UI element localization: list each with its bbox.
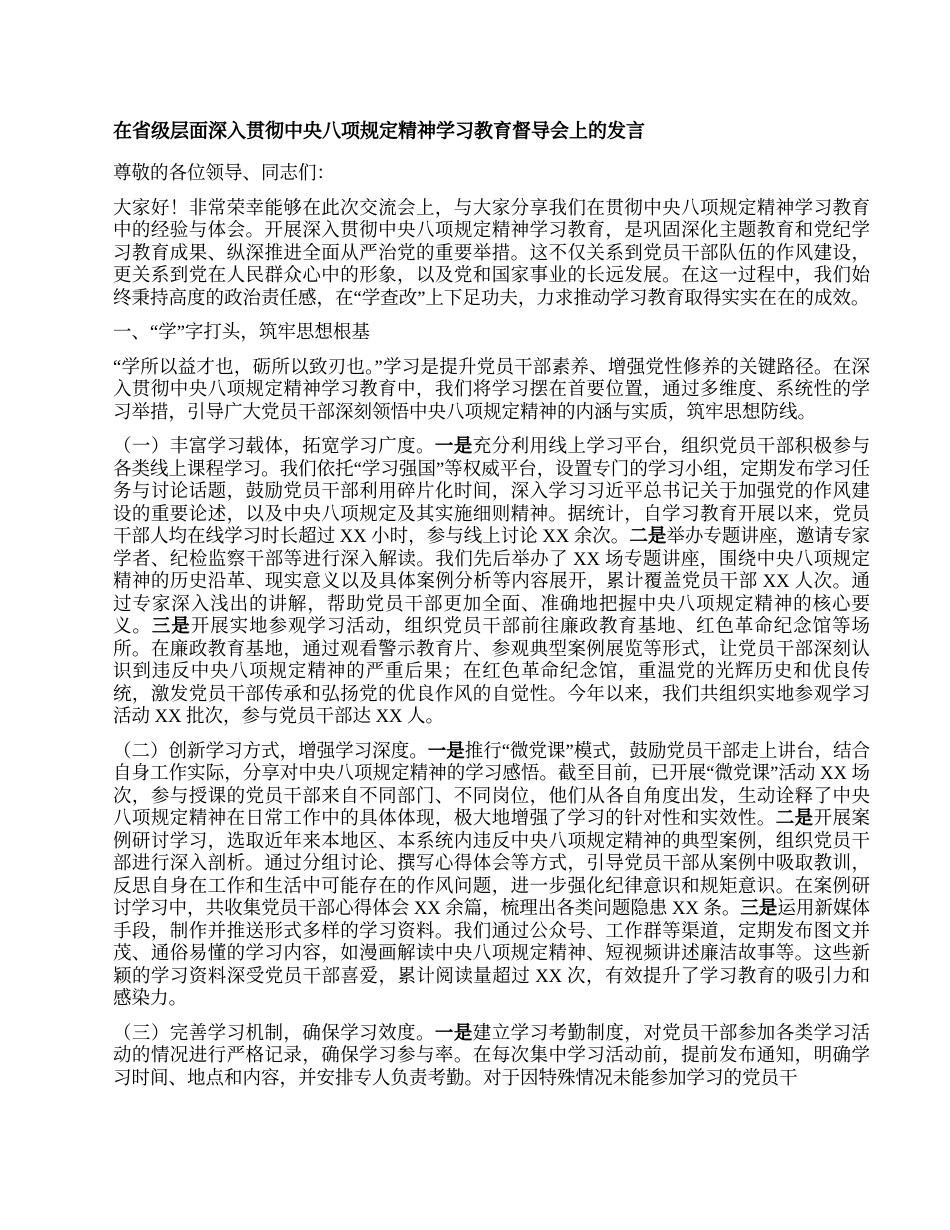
text-run: 大家好！非常荣幸能够在此次交流会上，与大家分享我们在贯彻中央八项规定精神学习教育中的经验与体会。开展深入贯彻中央八项规定精神学习教育，是巩固深化主题教育和党纪学习教育成果、纵深推进全面从严治党的重要举措。这不仅关系到党员干部队伍的作风建设，更关系到党在人民群众心中的形象，以及党和国家事业的长远发展。在这一过程中，我们始终秉持高度的政治责任感，在“学查改”上下足功夫，力求推动学习教育取得实实在在的成效。 [113,198,870,309]
document-body [113,163,870,1090]
text-run: 运用新媒体手段，制作并推送形式多样的学习资料。我们通过公众号、工作群等渠道，定期发布图文并茂、通俗易懂的学习内容，如漫画解读中央八项规定精神、短视频讲述廉洁故事等。这些新颖的学习资料深受党员干部喜爱，累计阅读量超过 XX 次，有效提升了学习教育的吸引力和感染力。 [113,899,870,1009]
text-run: 开展案例研讨学习，选取近年来本地区、本系统内违反中央八项规定精神的典型案例，组织党员干部进行深入剖析。通过分组讨论、撰写心得体会等方式，引导党员干部从案例中吸取教训，反思自身在工作和生活中可能存在的作风问题，进一步强化纪律意识和规矩意识。在案例研讨学习中，共收集党员干部心得体会 XX 余篇，梳理出各类问题隐患 XX 条。 [113,809,870,919]
text-run: （一）丰富学习载体，拓宽学习广度。 [113,437,435,457]
text-run: 建立学习考勤制度，对党员干部参加各类学习活动的情况进行严格记录，确保学习参与率。在每次集中学习活动前，提前发布通知，明确学习时间、地点和内容，并安排专人负责考勤。对于因特殊情况未能参加学习的党员干 [113,1023,870,1089]
text-run: 开展实地参观学习活动，组织党员干部前往廉政教育基地、红色革命纪念馆等场所。在廉政教育基地，通过观看警示教育片、参观典型案例展览等形式，让党员干部深刻认识到违反中央八项规定精神的严重后果；在红色革命纪念馆，重温党的光辉历史和优良传统，激发党员干部传承和弘扬党的优良作风的自觉性。今年以来，我们共组织实地参观学习活动 XX 批次，参与党员干部达 XX 人。 [113,617,870,727]
text-run: 推行“微党课”模式，鼓励党员干部走上讲台，结合自身工作实际，分享对中央八项规定精神的学习感悟。截至目前，已开展“微党课”活动 XX 场次，参与授课的党员干部来自不同部门、不同岗位，他们从各自角度出发，生动诠释了中央八项规定精神在日常工作中的具体体现，极大地增强了学习的针对性和实效性。 [113,741,870,829]
text-run: 一、“学”字打头，筑牢思想根基 [113,323,370,343]
emphasis-run: 二是 [629,527,667,547]
text-run: 充分利用线上学习平台，组织党员干部积极参与各类线上课程学习。我们依托“学习强国”等权威平台，设置专门的学习小组，定期发布学习任务与讨论话题，鼓励党员干部利用碎片化时间，深入学习习近平总书记关于加强党的作风建设的重要论述，以及中央八项规定及其实施细则精神。据统计，自学习教育开展以来，党员干部人均在线学习时长超过 XX 小时，参与线上讨论 XX 余次。 [113,437,870,547]
point-1-paragraph [113,436,870,729]
text-run: 尊敬的各位领导、同志们： [113,164,336,184]
opening-paragraph [113,198,870,311]
point-3-paragraph [113,1023,870,1091]
text-run: 举办专题讲座，邀请专家学者、纪检监察干部等进行深入解读。我们先后举办了 XX 场专题讲座，围绕中央八项规定精神的历史沿革、现实意义以及具体案例分析等内容展开，累计覆盖党员干部 XX 人次。通过专家深入浅出的讲解，帮助党员干部更加全面、准确地把握中央八项规定精神的核心要义。 [113,527,870,637]
salutation [113,163,870,186]
emphasis-run: 一是 [434,437,473,457]
emphasis-run: 一是 [434,1023,473,1044]
text-run: （二）创新学习方式，增强学习深度。 [113,741,428,762]
text-run: （三）完善学习机制，确保学习效度。 [113,1023,435,1044]
emphasis-run: 三是 [740,899,778,919]
section-1-intro-paragraph [113,357,870,425]
document-title: 在省级层面深入贯彻中央八项规定精神学习教育督导会上的发言 [113,121,646,142]
emphasis-run: 一是 [427,741,465,762]
text-run: “学所以益才也，砺所以致刃也。”学习是提升党员干部素养、增强党性修养的关键路径。在深入贯彻中央八项规定精神学习教育中，我们将学习摆在首要位置，通过多维度、系统性的学习举措，引导广大党员干部深刻领悟中央八项规定精神的内涵与实质，筑牢思想防线。 [113,357,870,423]
point-2-paragraph [113,741,870,1011]
emphasis-run: 二是 [775,809,814,829]
emphasis-run: 三是 [151,617,191,637]
section-1-heading [113,322,870,345]
